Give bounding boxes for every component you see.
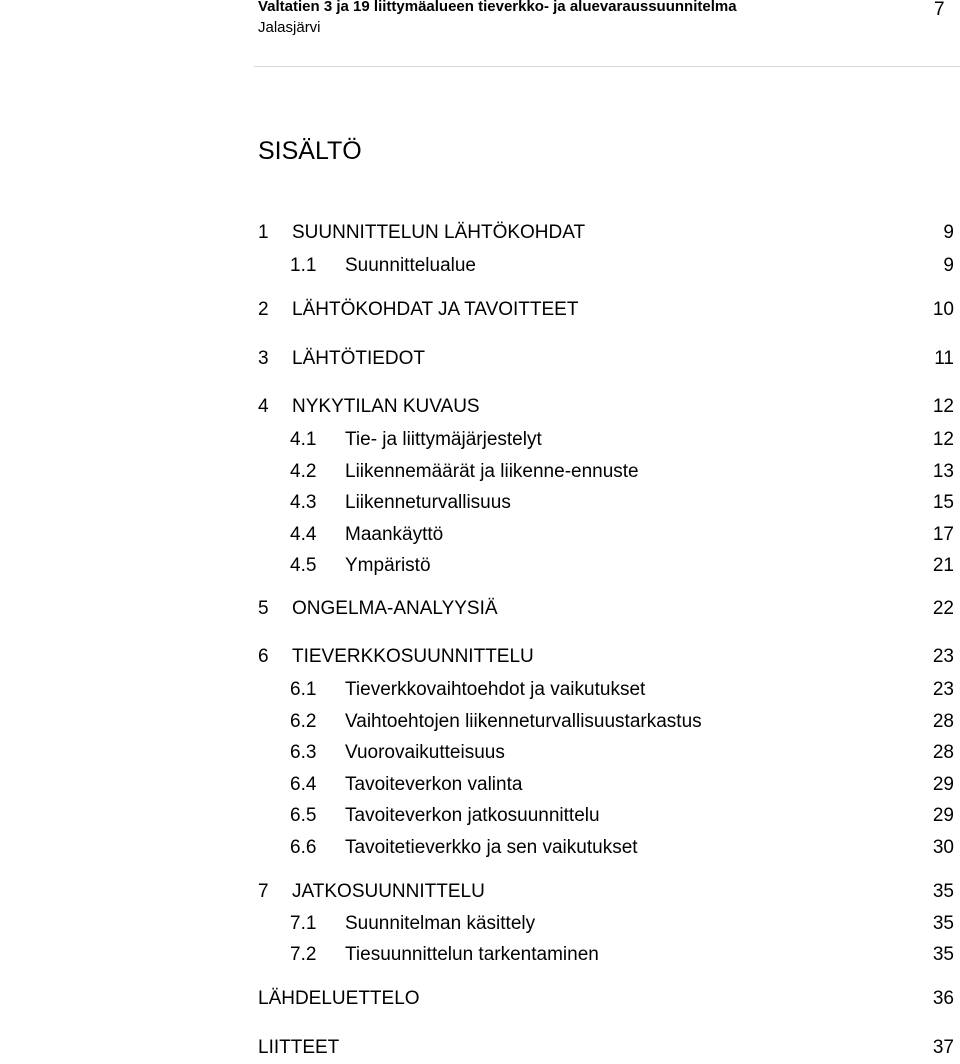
toc-entry-number: 4.5 (290, 555, 317, 576)
toc-heading: SISÄLTÖ (258, 137, 362, 165)
toc-entry-number: 7.2 (290, 944, 317, 965)
toc-entry-number: 6.1 (290, 679, 317, 700)
toc-entry-title: Liikennemäärät ja liikenne-ennuste (345, 461, 639, 482)
toc-entry-page: 30 (932, 837, 954, 858)
toc-entry-number: 4 (258, 396, 269, 417)
toc-entry-title: LIITTEET (258, 1037, 340, 1058)
toc-entry-title: LÄHDELUETTELO (258, 988, 420, 1009)
toc-entry-title: Vuorovaikutteisuus (345, 742, 505, 763)
toc-entry-page: 12 (932, 429, 954, 450)
toc-entry-title: LÄHTÖTIEDOT (292, 348, 426, 369)
toc-entry-title: NYKYTILAN KUVAUS (292, 396, 480, 417)
toc-entry-page: 17 (932, 524, 954, 545)
toc-entry-number: 3 (258, 348, 269, 369)
toc-entry-title: Tavoiteverkon valinta (345, 774, 523, 795)
toc-entry-page: 13 (932, 461, 954, 482)
toc-entry-title: Maankäyttö (345, 524, 444, 545)
toc-entry-page: 36 (932, 988, 954, 1009)
page-number: 7 (934, 0, 945, 20)
toc-entry-page: 9 (943, 255, 954, 276)
toc-entry-page: 29 (932, 805, 954, 826)
toc-entry-number: 4.3 (290, 492, 317, 513)
toc-entry-title: Suunnitelman käsittely (345, 913, 536, 934)
document-header-subtitle: Jalasjärvi (258, 19, 321, 36)
toc-entry-title: Tieverkkovaihtoehdot ja vaikutukset (345, 679, 646, 700)
document-header-title: Valtatien 3 ja 19 liittymäalueen tieverkko- ja aluevaraussuunnitelma (258, 0, 737, 15)
toc-entry-page: 35 (932, 944, 954, 965)
toc-entry-number: 6.4 (290, 774, 317, 795)
toc-entry-title: Tavoiteverkon jatkosuunnittelu (345, 805, 600, 826)
toc-entry-number: 4.1 (290, 429, 317, 450)
toc-entry-title: Tie- ja liittymäjärjestelyt (345, 429, 542, 450)
toc-entry-page: 28 (932, 742, 954, 763)
toc-entry-page: 35 (932, 881, 954, 902)
toc-entry-page: 12 (932, 396, 954, 417)
toc-entry-title: Tavoitetieverkko ja sen vaikutukset (345, 837, 638, 858)
toc-entry-number: 6.3 (290, 742, 317, 763)
toc-entry-number: 6.5 (290, 805, 317, 826)
toc-entry-title: ONGELMA-ANALYYSIÄ (292, 598, 498, 619)
toc-entry-page: 28 (932, 711, 954, 732)
toc-entry-title: Tiesuunnittelun tarkentaminen (345, 944, 599, 965)
toc-entry-number: 1.1 (290, 255, 317, 276)
toc-entry-number: 6.2 (290, 711, 317, 732)
toc-entry-page: 23 (932, 679, 954, 700)
toc-entry-page: 9 (943, 222, 954, 243)
toc-entry-page: 15 (932, 492, 954, 513)
toc-entry-number: 6 (258, 646, 269, 667)
toc-entry-title: SUUNNITTELUN LÄHTÖKOHDAT (292, 222, 586, 243)
toc-entry-page: 35 (932, 913, 954, 934)
toc-entry-page: 29 (932, 774, 954, 795)
toc-entry-number: 2 (258, 299, 269, 320)
toc-entry-number: 7 (258, 881, 269, 902)
toc-entry-page: 21 (932, 555, 954, 576)
toc-entry-number: 6.6 (290, 837, 317, 858)
toc-entry-title: Suunnittelualue (345, 255, 476, 276)
toc-entry-number: 4.2 (290, 461, 317, 482)
toc-entry-page: 22 (932, 598, 954, 619)
toc-entry-number: 7.1 (290, 913, 317, 934)
toc-entry-title: JATKOSUUNNITTELU (292, 881, 485, 902)
toc-entry-title: Liikenneturvallisuus (345, 492, 511, 513)
toc-entry-page: 11 (934, 348, 954, 369)
toc-entry-number: 5 (258, 598, 269, 619)
header-divider (254, 66, 960, 67)
toc-entry-page: 10 (932, 299, 954, 320)
toc-entry-title: Ympäristö (345, 555, 431, 576)
toc-entry-title: Vaihtoehtojen liikenneturvallisuustarkastus (345, 711, 702, 732)
toc-entry-title: TIEVERKKOSUUNNITTELU (292, 646, 534, 667)
toc-entry-number: 4.4 (290, 524, 317, 545)
toc-entry-number: 1 (258, 222, 269, 243)
toc-entry-page: 23 (932, 646, 954, 667)
toc-entry-page: 37 (932, 1037, 954, 1058)
toc-entry-title: LÄHTÖKOHDAT JA TAVOITTEET (292, 299, 579, 320)
